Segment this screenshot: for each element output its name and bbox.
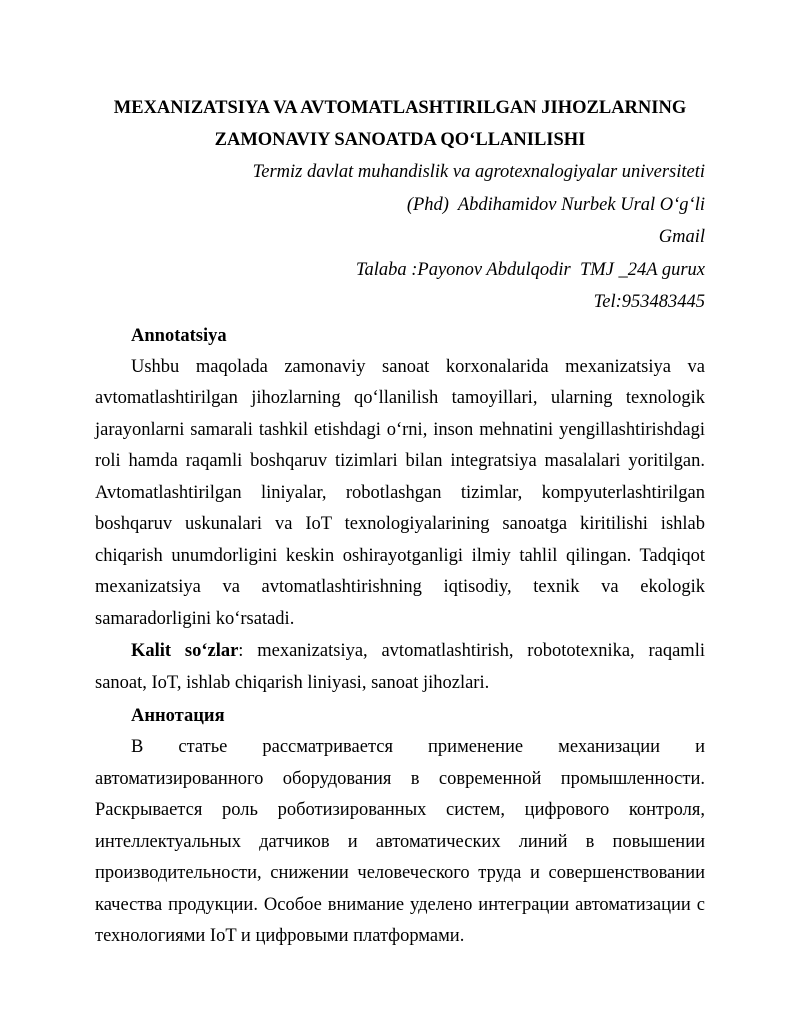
author-info <box>95 156 705 319</box>
supervisor-name: (Phd) Abdihamidov Nurbek Ural O‘g‘li <box>406 194 705 215</box>
annotation-uz-text: Ushbu maqolada zamonaviy sanoat korxonalarida mexanizatsiya va avtomatlashtirilgan jihozlarning qo‘llanilish tamoyillari, ularning texnologik jarayonlarni samarali tashkil etishdagi o‘rni, inson mehnatini yengillashtirishdagi roli hamda raqamli boshqaruv tizimlari bilan integratsiya masalalari yoritilgan. Avtomatlashtirilgan liniyalar, robotlashgan tizimlar, kompyuterlashtirilgan boshqaruv uskunalari va IoT texnologiyalarining sanoatga kiritilishi ishlab chiqarish unumdorligini keskin oshirayotganligi ilmiy tahlil qilingan. Tadqiqot mexanizatsiya va avtomatlashtirishning iqtisodiy, texnik va ekologik samaradorligini ko‘rsatadi. <box>95 356 705 629</box>
university-name: Termiz davlat muhandislik va agrotexnalogiyalar universiteti <box>252 162 705 182</box>
article-title <box>95 92 705 156</box>
annotation-ru-heading: Аннотация <box>131 706 225 726</box>
student-info: Talaba :Payonov Abdulqodir TMJ _24A gurux <box>355 259 705 280</box>
document-page <box>95 92 705 953</box>
title-line-2: ZAMONAVIY SANOATDA QO‘LLANILISHI <box>214 130 586 150</box>
phone-number: Tel:953483445 <box>593 292 705 312</box>
keywords-paragraph <box>95 636 705 699</box>
keywords-label: Kalit so‘zlar <box>131 641 239 661</box>
email-label: Gmail <box>658 227 705 247</box>
keywords-text: : mexanizatsiya, avtomatlashtirish, robototexnika, raqamli sanoat, IoT, ishlab chiqarish liniyasi, sanoat jihozlari. <box>95 641 705 693</box>
annotation-ru-text: В статье рассматривается применение механизации и автоматизированного оборудования в современной промышленности. Раскрывается роль роботизированных систем, цифрового контроля, интеллектуальных датчиков и автоматических линий в повышении производительности, снижении человеческого труда и совершенствовании качества продукции. Особое внимание уделено интеграции автоматизации с технологиями IoT и цифровыми платформами. <box>95 737 705 946</box>
title-line-1: MEXANIZATSIYA VA AVTOMATLASHTIRILGAN JIHOZLARNING <box>113 98 687 118</box>
annotation-uz-heading: Annotatsiya <box>131 325 227 346</box>
